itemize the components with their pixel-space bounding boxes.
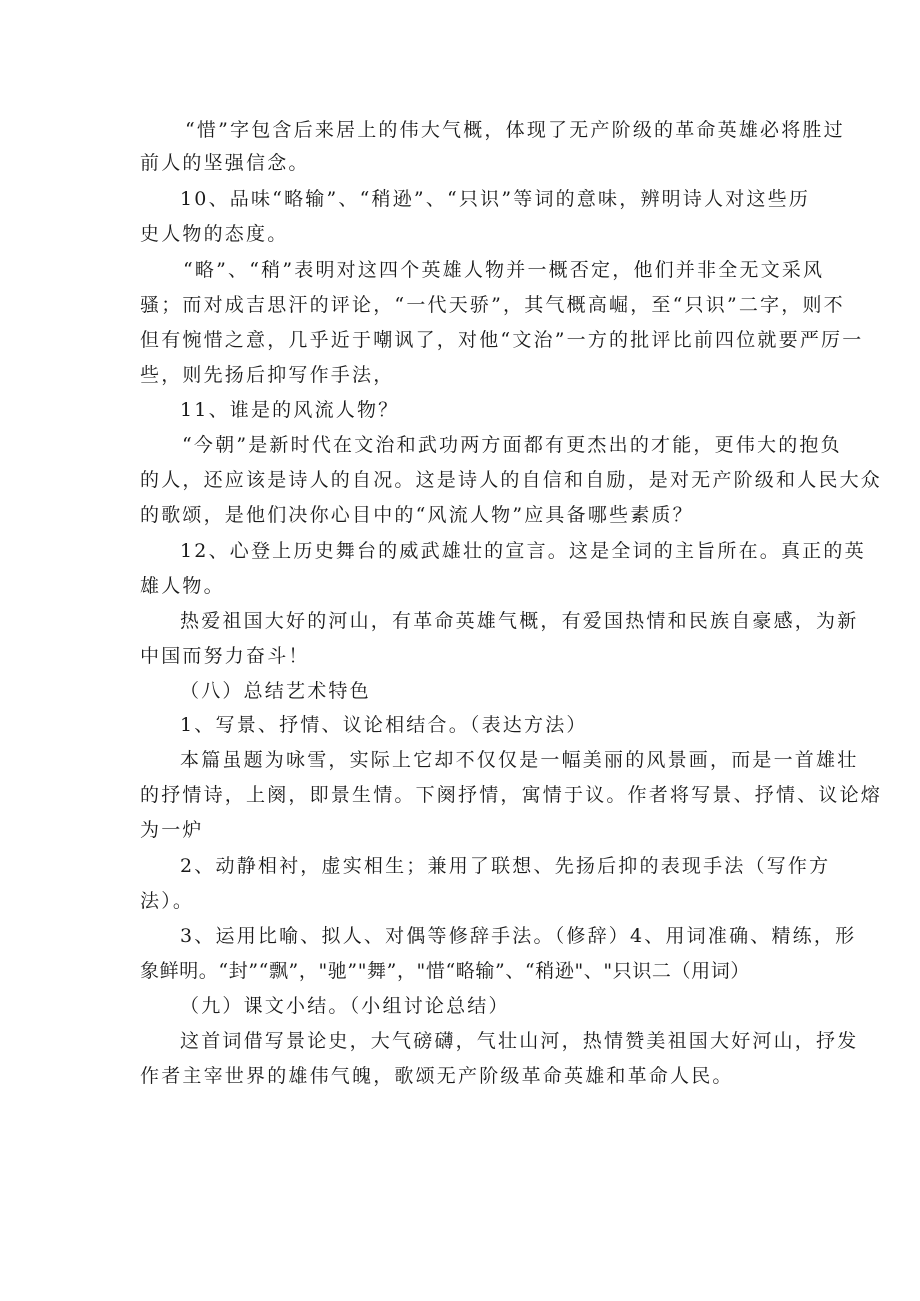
text-line: 骚；而对成吉思汗的评论，“一代天骄”，其气概高崛，至“只识”二字，则不 bbox=[140, 294, 845, 316]
text-line: 的人，还应该是诗人的自况。这是诗人的自信和自励，是对无产阶级和人民大众 bbox=[140, 469, 883, 491]
text-line: 1、写景、抒情、议论相结合。（表达方法） bbox=[180, 714, 588, 736]
text-line: 的抒情诗，上阕，即景生情。下阕抒情，寓情于议。作者将写景、抒情、议论熔 bbox=[140, 784, 883, 806]
text-line: 10、品味“略输”、“稍逊”、“只识”等词的意味，辨明诗人对这些历 bbox=[180, 188, 811, 210]
text-line: “今朝”是新时代在文治和武功两方面都有更杰出的才能，更伟大的抱负 bbox=[182, 434, 842, 456]
text-line: 法）。 bbox=[140, 890, 195, 912]
text-line: 史人物的态度。 bbox=[140, 223, 289, 245]
text-line: 12、心登上历史舞台的威武雄壮的宣言。这是全词的主旨所在。真正的英 bbox=[180, 540, 866, 562]
section-heading: （九）课文小结。（小组讨论总结） bbox=[180, 995, 510, 1017]
text-line: 2、动静相衬，虚实相生；兼用了联想、先扬后抑的表现手法（写作方 bbox=[180, 855, 831, 877]
text-line: “略”、“稍”表明对这四个英雄人物并一概否定，他们并非全无文采风 bbox=[183, 259, 825, 281]
text-line: 象鲜明。“封”“飘”，"驰”"舞”，"惜“略输”、“稍逊"、"只识二（用词） bbox=[140, 960, 750, 982]
text-line: “惜”字包含后来居上的伟大气概，体现了无产阶级的革命英雄必将胜过 bbox=[185, 119, 845, 141]
text-line: 但有惋惜之意，几乎近于嘲讽了，对他“文治”一方的批评比前四位就要严厉一 bbox=[140, 329, 864, 351]
text-line: 热爱祖国大好的河山，有革命英雄气概，有爱国热情和民族自豪感，为新 bbox=[180, 610, 859, 632]
question-heading: 11、谁是的风流人物？ bbox=[180, 399, 400, 421]
text-line: 3、运用比喻、拟人、对偶等修辞手法。（修辞）4、用词准确、精练，形 bbox=[180, 925, 857, 947]
text-line: 作者主宰世界的雄伟气魄，歌颂无产阶级革命英雄和革命人民。 bbox=[140, 1065, 734, 1087]
text-line: 中国而努力奋斗！ bbox=[140, 645, 310, 667]
text-line: 的歌颂，是他们决你心目中的“风流人物”应具备哪些素质？ bbox=[140, 504, 694, 526]
text-line: 雄人物。 bbox=[140, 575, 225, 597]
section-heading: （八）总结艺术特色 bbox=[180, 680, 371, 702]
text-line: 些，则先扬后抑写作手法， bbox=[140, 364, 395, 386]
text-line: 前人的坚强信念。 bbox=[140, 152, 310, 174]
text-line: 本篇虽题为咏雪，实际上它却不仅仅是一幅美丽的风景画，而是一首雄壮 bbox=[180, 749, 859, 771]
text-line: 为一炉 bbox=[140, 819, 204, 841]
text-line: 这首词借写景论史，大气磅礴，气壮山河，热情赞美祖国大好河山，抒发 bbox=[180, 1030, 859, 1052]
